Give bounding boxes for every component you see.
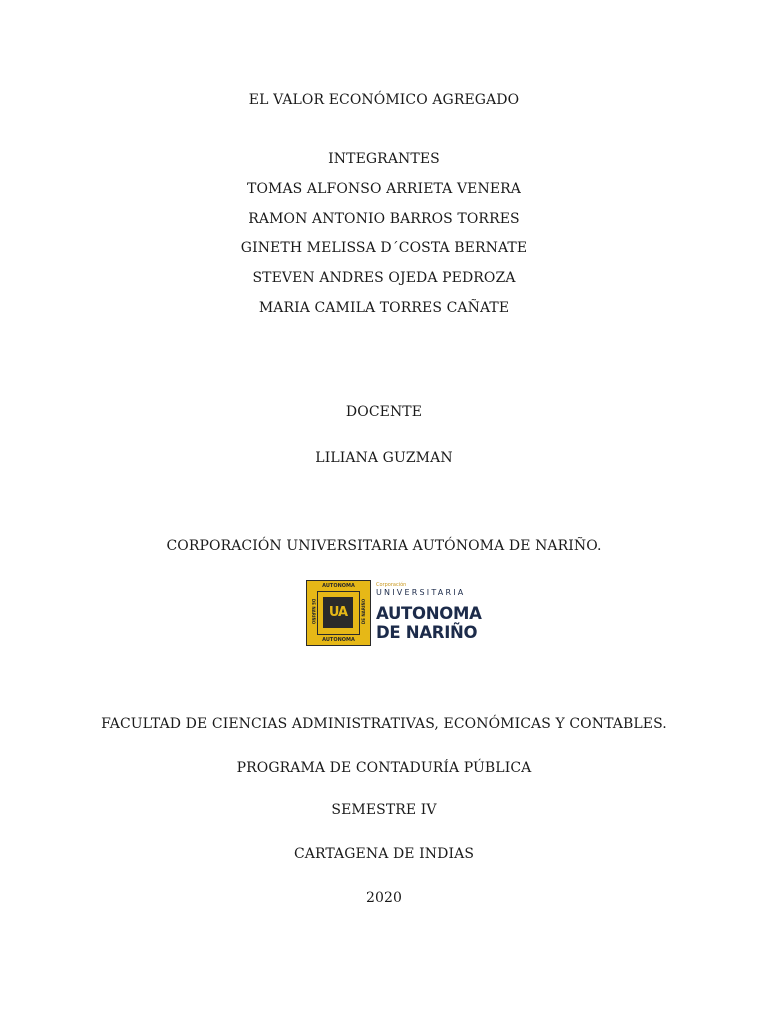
logo-wordmark [376, 582, 482, 642]
members-heading: INTEGRANTES [328, 151, 440, 167]
teacher-name: LILIANA GUZMAN [315, 450, 453, 466]
member-name: TOMAS ALFONSO ARRIETA VENERA [247, 181, 521, 197]
emblem-bottom-text: AUTONOMA [322, 637, 355, 643]
emblem-frame [317, 591, 360, 635]
year: 2020 [365, 890, 403, 906]
wordmark-autonoma: AUTONOMA [376, 604, 482, 623]
wordmark-universitaria: UNIVERSITARIA [376, 588, 466, 597]
member-name: STEVEN ANDRES OJEDA PEDROZA [252, 270, 516, 286]
member-name: GINETH MELISSA D´COSTA BERNATE [240, 240, 528, 256]
member-name: MARIA CAMILA TORRES CAÑATE [258, 300, 510, 316]
logo-emblem [306, 580, 371, 646]
institution-name: CORPORACIÓN UNIVERSITARIA AUTÓNOMA DE NARIÑO. [166, 538, 602, 554]
emblem-top-text: AUTONOMA [322, 583, 355, 589]
teacher-heading: DOCENTE [345, 404, 423, 420]
faculty-name: FACULTAD DE CIENCIAS ADMINISTRATIVAS, ECONÓMICAS Y CONTABLES. [101, 716, 667, 732]
emblem-initials: UA [323, 597, 353, 628]
member-name: RAMON ANTONIO BARROS TORRES [248, 211, 520, 227]
city: CARTAGENA DE INDIAS [293, 846, 475, 862]
university-logo [306, 580, 482, 648]
document-title: EL VALOR ECONÓMICO AGREGADO [248, 92, 520, 108]
emblem-side-text-right: DE NARIÑO [360, 598, 366, 625]
emblem-side-text-left: DE NARIÑO [311, 598, 317, 625]
wordmark-de-narino: DE NARIÑO [376, 623, 478, 642]
program-name: PROGRAMA DE CONTADURÍA PÚBLICA [236, 760, 532, 776]
wordmark-corporacion: Corporación [376, 582, 407, 588]
semester: SEMESTRE IV [331, 802, 437, 818]
